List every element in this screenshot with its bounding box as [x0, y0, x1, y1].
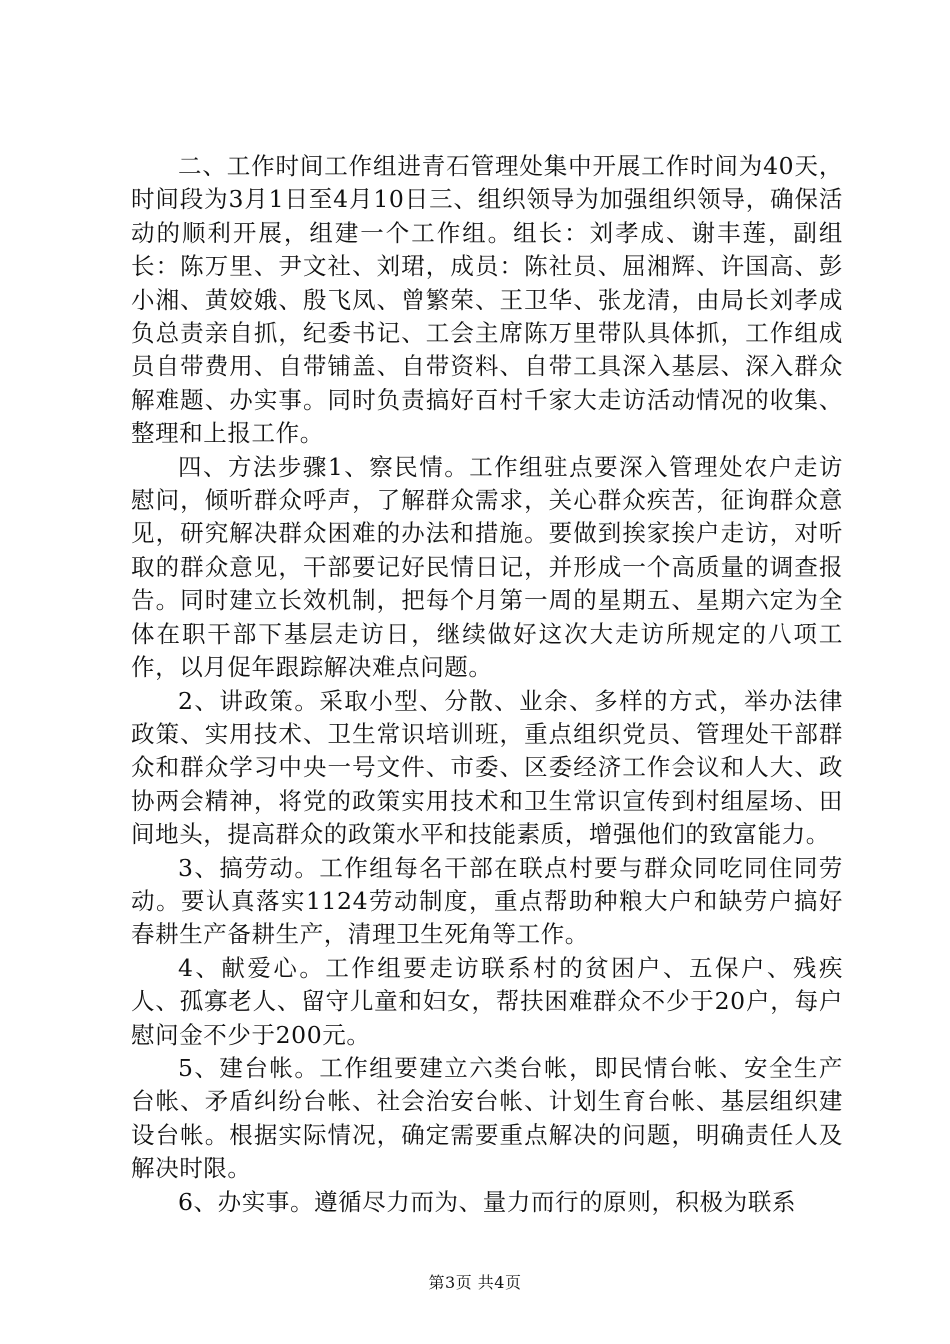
- paragraph-labor: 3、搞劳动。工作组每名干部在联点村要与群众同吃同住同劳动。要认真落实1124劳动制度，重点帮助种粮大户和缺劳户搞好春耕生产备耕生产，清理卫生死角等工作。: [131, 853, 843, 949]
- paragraph-explain-policy: 2、讲政策。采取小型、分散、业余、多样的方式，举办法律政策、实用技术、卫生常识培训班，重点组织党员、管理处干部群众和群众学习中央一号文件、市委、区委经济工作会议和人大、政协两会精神，将党的政策实用技术和卫生常识宣传到村组屋场、田间地头，提高群众的政策水平和技能素质，增强他们的致富能力。: [131, 686, 843, 849]
- paragraph-practical-work: 6、办实事。遵循尽力而为、量力而行的原则，积极为联系: [178, 1187, 797, 1216]
- paragraph-charity: 4、献爱心。工作组要走访联系村的贫困户、五保户、残疾人、孤寡老人、留守儿童和妇女，帮扶困难群众不少于20户，每户慰问金不少于200元。: [131, 953, 843, 1049]
- document-body: [131, 150, 843, 1219]
- page-number-footer: 第3页 共4页: [428, 1273, 522, 1292]
- paragraph-ledgers: 5、建台帐。工作组要建立六类台帐，即民情台帐、安全生产台帐、矛盾纠纷台帐、社会治安台帐、计划生育台帐、基层组织建设台帐。根据实际情况，确定需要重点解决的问题，明确责任人及解决时限。: [131, 1053, 843, 1183]
- paragraph-methods-visit-people: 四、方法步骤1、察民情。工作组驻点要深入管理处农户走访慰问，倾听群众呼声，了解群众需求，关心群众疾苦，征询群众意见，研究解决群众困难的办法和措施。要做到挨家挨户走访，对听取的群众意见，干部要记好民情日记，并形成一个高质量的调查报告。同时建立长效机制，把每个月第一周的星期五、星期六定为全体在职干部下基层走访日，继续做好这次大走访所规定的八项工作，以月促年跟踪解决难点问题。: [131, 452, 843, 682]
- paragraph-work-time-and-leadership: 二、工作时间工作组进青石管理处集中开展工作时间为40天，时间段为3月1日至4月10日三、组织领导为加强组织领导，确保活动的顺利开展，组建一个工作组。组长：刘孝成、谢丰莲，副组长：陈万里、尹文社、刘珺，成员：陈社员、屈湘辉、许国高、彭小湘、黄姣娥、殷飞凤、曾繁荣、王卫华、张龙清，由局长刘孝成负总责亲自抓，纪委书记、工会主席陈万里带队具体抓，工作组成员自带费用、自带铺盖、自带资料、自带工具深入基层、深入群众解难题、办实事。同时负责搞好百村千家大走访活动情况的收集、整理和上报工作。: [131, 152, 843, 448]
